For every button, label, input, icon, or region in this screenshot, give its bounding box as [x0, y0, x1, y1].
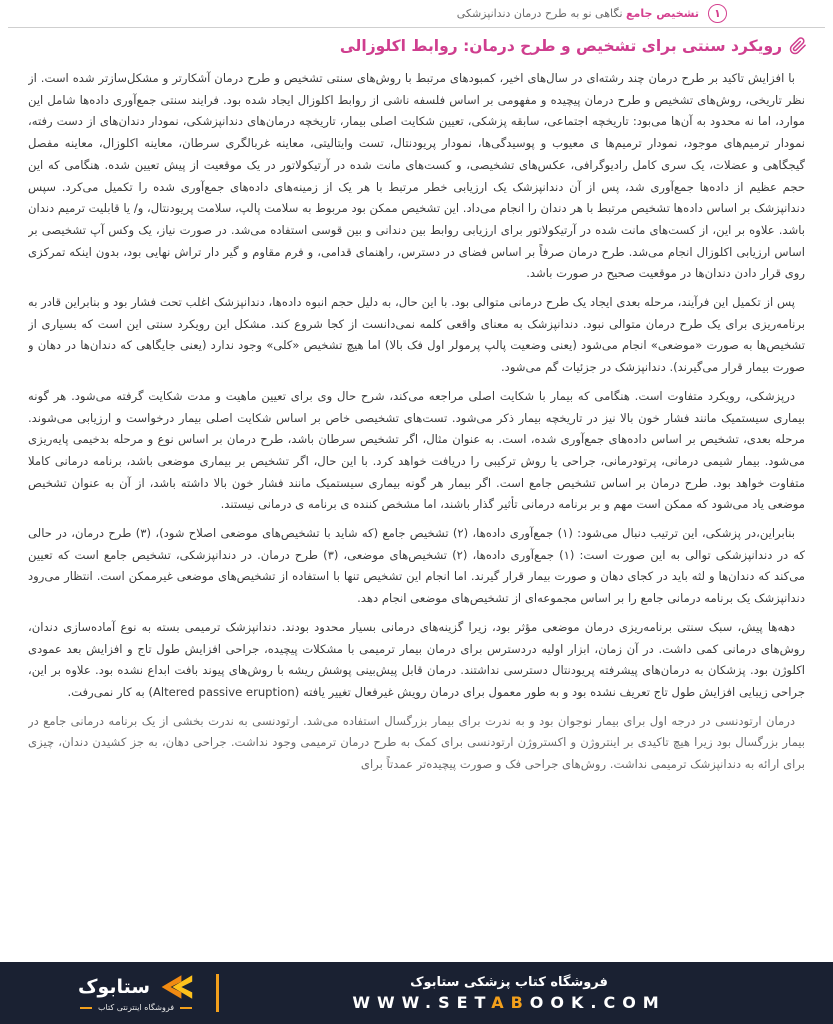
logo-dash [80, 1007, 92, 1009]
paragraph: درپزشکی، رویکرد متفاوت است. هنگامی که بیمار با شکایت اصلی مراجعه می‌کند، شرح حال وی برای تعیین ماهیت و مدت شکایت گرفته می‌شود. هر گونه بیماری سیستمیک مانند فشار خون بالا نیز در تاریخچه بیمار ذکر می‌شود. تست‌های تشخیصی خاص بر اساس شکایت اصلی بیمار درخواست و ارزیابی می‌شوند. مرحله بعدی، تشخیص بر اساس داده‌های جمع‌آوری شده، است. به عنوان مثال، اگر تشخیص سرطان باشد، طرح درمان بر اساس نوع و مرحله بدخیمی پایه‌ریزی می‌شود. بیمار شیمی درمانی، پرتودرمانی، جراحی یا روش ترکیبی را دریافت خواهد کرد. با این حال، اگر تشخیص بر بیماری موضعی باشد، برنامه درمانی کاملا متفاوت خواهد بود. طرح درمان بر اساس تشخیص جامع است. اگر بیمار هر گونه بیماری سیستمیک مانند فشار خون بالا داشته باشد، از آن به عنوان تشخیص موضعی یاد می‌شود که ممکن است مهم و بر برنامه درمانی تأثیر گذار باشند، اما مشخص کننده ی برنامه ی درمانی نیستند. [28, 388, 805, 512]
article-body [28, 68, 805, 964]
url-suffix: OOK.COM [529, 992, 666, 1012]
url-highlight: AB [491, 992, 530, 1012]
paragraph: بنابراین،در پزشکی، این ترتیب دنبال می‌شود: (۱) جمع‌آوری داده‌ها، (۲) تشخیص جامع (که شاید با تشخیص‌های موضعی اصلاح شود)، (۳) طرح درمان، در حالی که در دندانپزشکی توالی به این صورت است: (۱) جمع‌آوری داده‌ها، (۲) تشخیص‌های موضعی، (۳) طرح درمان. در دندانپزشکی، تشخیص جامع است که تعیین می‌کند که دندان‌ها و لثه باید در کجای دهان و صورت بیمار قرار گیرند. اما انجام این تشخیص تنها با استفاده از تشخیص‌های موضعی غیرممکن است. انتظار می‌رود دندانپزشک یک برنامه درمانی جامع را بر اساس مجموعه‌ای از تشخیص‌های موضعی انجام دهد. [28, 526, 805, 606]
header-divider [8, 27, 825, 28]
setabook-chevron-icon [158, 974, 194, 1000]
running-title-book: نگاهی نو به طرح درمان دندانپزشکی [456, 7, 623, 20]
footer-text-block [245, 975, 773, 1012]
paperclip-icon [789, 37, 807, 55]
url-prefix: WWW.SET [352, 992, 492, 1012]
paragraph: با افزایش تاکید بر طرح درمان چند رشته‌ای در سال‌های اخیر، کمبودهای مرتبط با روش‌های سنتی تشخیص و طرح درمان آشکارتر و مشکل‌سازتر شده است. از نظر تاریخی، روش‌های تشخیص و طرح درمان پیچیده و مفهومی بر اساس فلسفه ناشی از روابط اکلوزال ایجاد شده بود. فرایند سنتی جمع‌آوری داده‌ها شامل این موارد، اما نه محدود به آن‌ها می‌بود: تاریخچه اجتماعی، سابقه پزشکی، تعیین شکایت اصلی بیمار، تاریخچه درمان‌های دندانپزشکی، نمودار دندان‌های از دست رفته، نمودار ترمیم‌های موجود، نمودار ترمیم‌ها ی معیوب و پوسیدگی‌ها، نمودار پریودنتال، تست وایتالیتی، معاینه غربالگری سرطان، معاینه اکلوزال، معاینه مفصل گیجگاهی و عضلات، یک سری کامل رادیوگرافی، عکس‌های تشخیصی، و کست‌های مانت شده در آرتیکولاتور در یک موقعیت از پیش تعیین شده. هنگامی که این حجم عظیم از داده‌ها جمع‌آوری شد، پس از آن دندانپزشک یک ارزیابی خطر مرتبط با هر یک از زمینه‌های داده‌های جمع‌آوری شده را تکمیل می‌کرد. سپس دندانپزشک بر اساس داده‌ها تشخیص مرتبط با هر دندان را انجام می‌داد. این تشخیص ممکن بود مربوط به سلامت پالپ، سلامت پریودنتال، و/ یا قابلیت ترمیم دندان باشد. علاوه بر این، از کست‌های مانت شده در آرتیکولاتور برای ارزیابی روابط بین دندانی و بین قوسی استفاده می‌شد. در صورت نیاز، یک وکس آپ تشخیصی بر اساس ارزیابی اکلوزال انجام می‌شد. طرح درمان صرفاً بر اساس فضای در دسترس، راهنمای قدامی، و فرم مقاوم و گیر دار تراش نهایی بود، بدون اینکه تمرکزی روی قرار دادن دندان‌ها در موقعیت صحیح در صورت باشد. [28, 71, 805, 281]
section-heading-row [26, 37, 807, 55]
setabook-logo-text: ستابوک [78, 976, 151, 998]
paragraph: درمان ارتودنسی در درجه اول برای بیمار نوجوان بود و به ندرت برای بیمار بزرگسال استفاده می‌شد. ارتودنسی به ندرت بخشی از یک برنامه درمانی جامع در بیمار بزرگسال بود زیرا هیچ تاکیدی بر اینتروژن و اکستروژن ارتودنسی برای کمک به طرح درمان ترمیمی وجود نداشت. جراحی دهان، به جز کشیدن دندان، چیزی برای ارائه به دندانپزشک ترمیمی نداشت. روش‌های جراحی فک و صورت پیچیده‌تر عمدتاً برای [28, 713, 805, 772]
page-number: ۱ [714, 7, 721, 20]
website-url [352, 993, 665, 1012]
logo-dash [180, 1007, 192, 1009]
section-heading: رویکرد سنتی برای تشخیص و طرح درمان: روابط اکلوزالی [339, 37, 782, 55]
setabook-logo [78, 974, 194, 1012]
setabook-logo-row [78, 974, 194, 1000]
running-title [457, 7, 699, 20]
paragraph: دهه‌ها پیش، سبک سنتی برنامه‌ریزی درمان موضعی مؤثر بود، زیرا گزینه‌های درمانی بسیار محدود بودند. دندانپزشک ترمیمی بسته به نوع آماده‌سازی دندان، روش‌های درمانی کمی داشت. در آن زمان، ابزار اولیه دردسترس برای درمان بیمار ترمیمی با مشکلات پیچیده، جراحی افزایش طول تاج و افزایش بعد عمودی اکلوژن بود. پزشکان به درمان‌های پیشرفته پریودنتال دسترسی نداشتند. درمان قابل پیش‌بینی پوشش ریشه با روش‌های پیوند بافت ابداع نشده بود. علاوه بر این، جراحی زیبایی افزایش طول تاج تعریف نشده بود و به طور معمول برای درمان رویش غیرفعال تغییر یافته (Altered passive eruption) به کار نمی‌رفت. [28, 619, 805, 699]
setabook-logo-subtitle-row [80, 1003, 192, 1012]
store-title: فروشگاه کتاب پزشکی ستابوک [410, 974, 608, 990]
setabook-logo-subtitle: فروشگاه اینترنتی کتاب [97, 1003, 175, 1012]
footer-banner [0, 962, 833, 1024]
page-number-badge [708, 4, 727, 23]
running-title-chapter: تشخیص جامع [626, 7, 699, 20]
footer-vertical-divider [216, 974, 219, 1012]
page-header [457, 4, 727, 23]
paragraph: پس از تکمیل این فرآیند، مرحله بعدی ایجاد یک طرح درمانی متوالی بود. با این حال، به دلیل حجم انبوه داده‌ها، دندانپزشک اغلب تحت فشار بود و بنابراین قادر به برنامه‌ریزی برای یک طرح درمان متوالی نبود. دندانپزشک به معنای واقعی کلمه نمی‌دانست از کجا شروع کند. مشکل این رویکرد سنتی این است که بسیاری از تشخیص‌ها به صورت «موضعی» انجام می‌شود (یعنی وضعیت پالپ پرمولر اول فک بالا) اما هیچ تشخیص «کلی» وجود ندارد (یعنی جایگاهی که دندان‌ها در دهان و صورت بیمار قرار می‌گیرند). دندانپزشک در جزئیات گم می‌شود. [28, 295, 805, 375]
